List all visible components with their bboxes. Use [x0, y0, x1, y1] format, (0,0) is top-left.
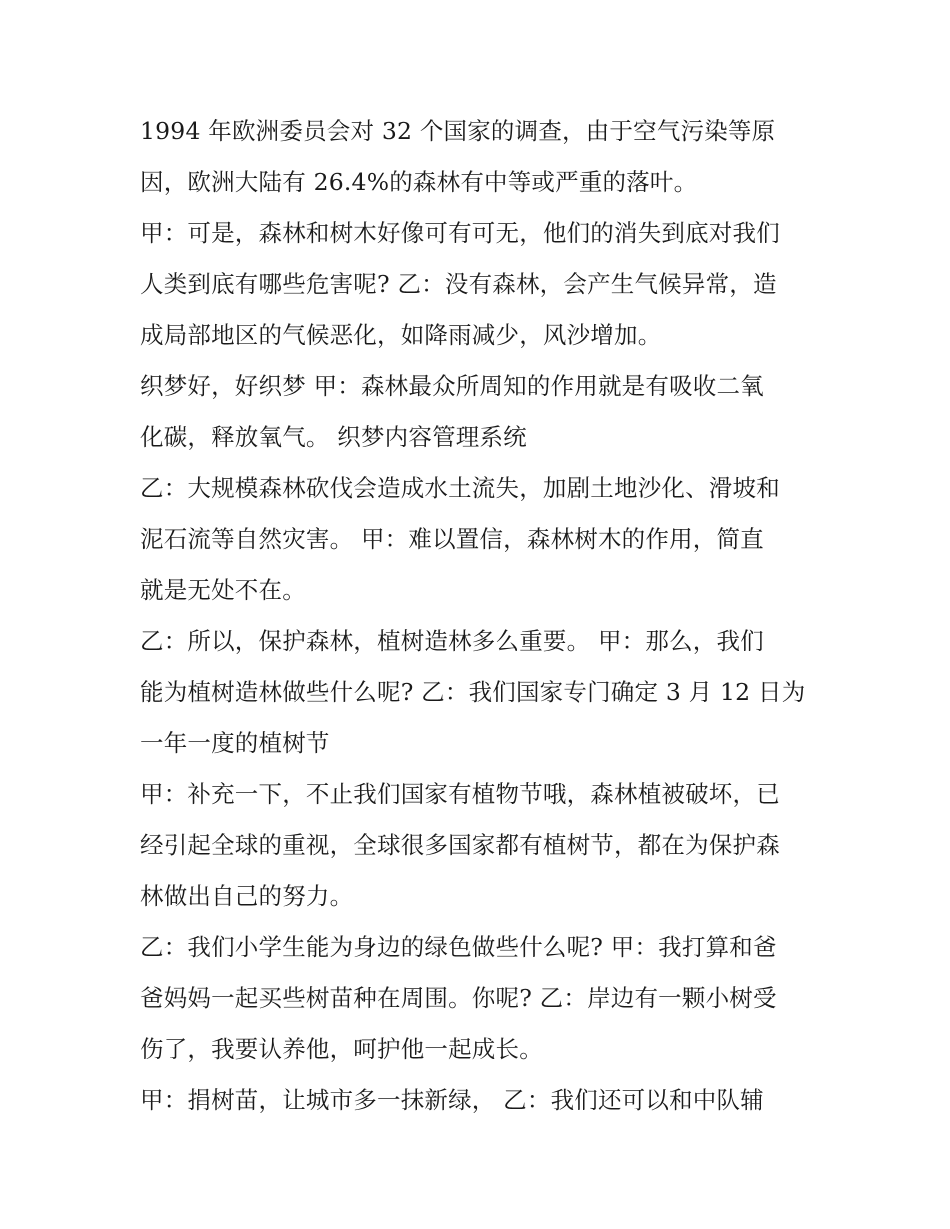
- text-line: 伤了，我要认养他，呵护他一起成长。: [140, 1035, 543, 1063]
- text-line: 化碳，释放氧气。 织梦内容管理系统: [140, 423, 527, 451]
- text-line: 一年一度的植树节: [140, 729, 330, 757]
- text-line: 乙：所以，保护森林，植树造林多么重要。 甲：那么，我们: [140, 627, 764, 655]
- text-line: 1994 年欧洲委员会对 32 个国家的调查，由于空气污染等原: [140, 117, 776, 145]
- text-line: 泥石流等自然灾害。 甲：难以置信，森林树木的作用，简直: [140, 525, 764, 553]
- text-line: 织梦好，好织梦 甲：森林最众所周知的作用就是有吸收二氧: [140, 372, 764, 400]
- text-line: 甲：可是，森林和树木好像可有可无，他们的消失到底对我们: [140, 219, 780, 247]
- text-line: 林做出自己的努力。: [140, 882, 354, 910]
- text-line: 就是无处不在。: [140, 576, 306, 604]
- text-line: 人类到底有哪些危害呢? 乙：没有森林，会产生气候异常，造: [140, 270, 777, 298]
- document-body: [140, 106, 820, 1126]
- text-line: 甲：捐树苗，让城市多一抹新绿， 乙：我们还可以和中队辅: [140, 1086, 764, 1114]
- text-line: 能为植树造林做些什么呢? 乙：我们国家专门确定 3 月 12 日为: [140, 678, 806, 706]
- text-line: 成局部地区的气候恶化，如降雨减少，风沙增加。: [140, 321, 662, 349]
- text-line: 因，欧洲大陆有 26.4%的森林有中等或严重的落叶。: [140, 168, 698, 196]
- text-line: 爸妈妈一起买些树苗种在周围。你呢? 乙：岸边有一颗小树受: [140, 984, 777, 1012]
- text-line: 经引起全球的重视，全球很多国家都有植树节，都在为保护森: [140, 831, 780, 859]
- text-line: 乙：我们小学生能为身边的绿色做些什么呢? 甲：我打算和爸: [140, 933, 777, 961]
- text-line: 乙：大规模森林砍伐会造成水土流失，加剧土地沙化、滑坡和: [140, 474, 780, 502]
- text-line: 甲：补充一下，不止我们国家有植物节哦，森林植被破坏，已: [140, 780, 780, 808]
